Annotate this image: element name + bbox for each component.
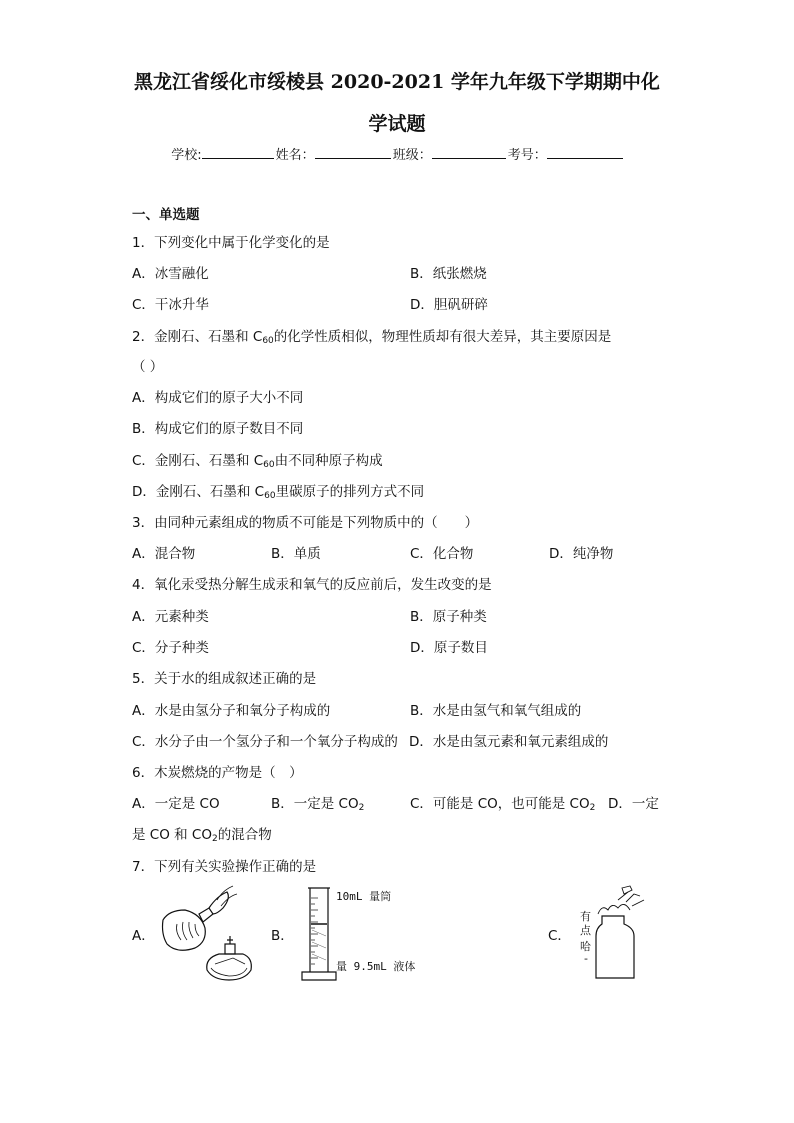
school-blank[interactable]: [202, 146, 274, 159]
q3-option-a[interactable]: A．混合物: [132, 546, 196, 562]
cylinder-figure[interactable]: [296, 884, 426, 984]
q4-option-c[interactable]: C．分子种类: [132, 640, 209, 656]
q2-option-b[interactable]: B．构成它们的原子数目不同: [132, 421, 304, 437]
q5-option-c[interactable]: C．水分子由一个氢分子和一个氧分子构成的: [132, 734, 398, 750]
name-label: 姓名：: [275, 148, 315, 163]
q6-option-d[interactable]: D．一定: [608, 796, 659, 812]
flame-tongue: [209, 892, 228, 914]
q4-option-a[interactable]: A．元素种类: [132, 609, 209, 625]
q2-option-a[interactable]: A．构成它们的原子大小不同: [132, 390, 304, 406]
cylinder-base: [302, 972, 336, 980]
q2-option-c[interactable]: C．金刚石、石墨和 $C_{60}$由不同种原子构成: [132, 453, 383, 470]
q6-option-a[interactable]: A．一定是 CO: [132, 796, 220, 812]
liquid-volume-label: 量 9.5mL 液体: [336, 960, 416, 973]
question-7-stem: 7．下列有关实验操作正确的是: [132, 859, 317, 875]
q7-option-a-label[interactable]: A．: [132, 928, 155, 944]
tilted-lamp-body: [163, 910, 206, 950]
school-label: 学校:: [171, 148, 202, 163]
exam-title-line2: 学试题: [368, 113, 426, 135]
q5-option-a[interactable]: A．水是由氢分子和氧分子构成的: [132, 703, 331, 719]
student-info-row: [0, 146, 794, 165]
q1-option-b[interactable]: B．纸张燃烧: [410, 266, 487, 282]
smell-char-4: -: [584, 952, 588, 965]
question-2-stem: 2．金刚石、石墨和 $C_{60}$的化学性质相似，物理性质却有很大差异，其主要原因是: [132, 329, 612, 346]
section-heading: 一、单选题: [132, 207, 200, 223]
q5-option-b[interactable]: B．水是由氢气和氧气组成的: [410, 703, 582, 719]
exam-title-line1: 黑龙江省绥化市绥棱县 2020-2021 学年九年级下学期期中化: [134, 71, 660, 93]
q7-option-c-label[interactable]: C．: [548, 928, 571, 944]
cylinder-tube: [308, 888, 330, 972]
smell-char-3: 哈: [580, 940, 591, 953]
question-1-stem: 1．下列变化中属于化学变化的是: [132, 235, 330, 251]
class-blank[interactable]: [432, 146, 506, 159]
q3-option-d[interactable]: D．纯净物: [549, 546, 614, 562]
q1-option-a[interactable]: A．冰雪融化: [132, 266, 209, 282]
name-blank[interactable]: [315, 146, 391, 159]
q3-option-c[interactable]: C．化合物: [410, 546, 474, 562]
exam-no-label: 考号：: [507, 148, 547, 163]
class-label: 班级：: [392, 148, 432, 163]
q3-option-b[interactable]: B．单质: [271, 546, 321, 562]
smell-char-1: 有: [580, 910, 591, 923]
q4-option-b[interactable]: B．原子种类: [410, 609, 487, 625]
q2-option-d[interactable]: D．金刚石、石墨和 $C_{60}$里碳原子的排列方式不同: [132, 484, 425, 501]
q6-option-b[interactable]: B．一定是 $CO_2$: [271, 796, 365, 813]
smell-char-2: 点: [580, 924, 591, 937]
cylinder-label: 10mL 量筒: [336, 890, 392, 903]
exam-no-blank[interactable]: [547, 146, 623, 159]
smelling-gas-figure[interactable]: [572, 884, 656, 984]
q4-option-d[interactable]: D．原子数目: [410, 640, 488, 656]
q6-option-c[interactable]: C．可能是 CO，也可能是 $CO_2$: [410, 796, 596, 813]
q1-option-c[interactable]: C．干冰升华: [132, 297, 209, 313]
lamp-lighting-figure[interactable]: [155, 884, 255, 984]
question-5-stem: 5．关于水的组成叙述正确的是: [132, 671, 317, 687]
question-3-stem: 3．由同种元素组成的物质不可能是下列物质中的（ ）: [132, 515, 479, 531]
question-6-stem: 6．木炭燃烧的产物是（ ）: [132, 765, 303, 781]
wafting-hand: [618, 892, 644, 906]
q5-option-d[interactable]: D．水是由氢元素和氧元素组成的: [409, 734, 609, 750]
gas-bottle: [596, 916, 634, 978]
question-2-stem-cont: （ ）: [132, 359, 164, 375]
q1-option-d[interactable]: D．胆矾研碎: [410, 297, 488, 313]
question-4-stem: 4．氧化汞受热分解生成汞和氧气的反应前后，发生改变的是: [132, 577, 492, 593]
q7-option-b-label[interactable]: B．: [271, 928, 294, 944]
q6-option-d-cont: 是 CO 和 $CO_2$的混合物: [132, 827, 272, 844]
upright-lamp-neck: [225, 944, 235, 954]
gas-vapor: [598, 904, 630, 914]
